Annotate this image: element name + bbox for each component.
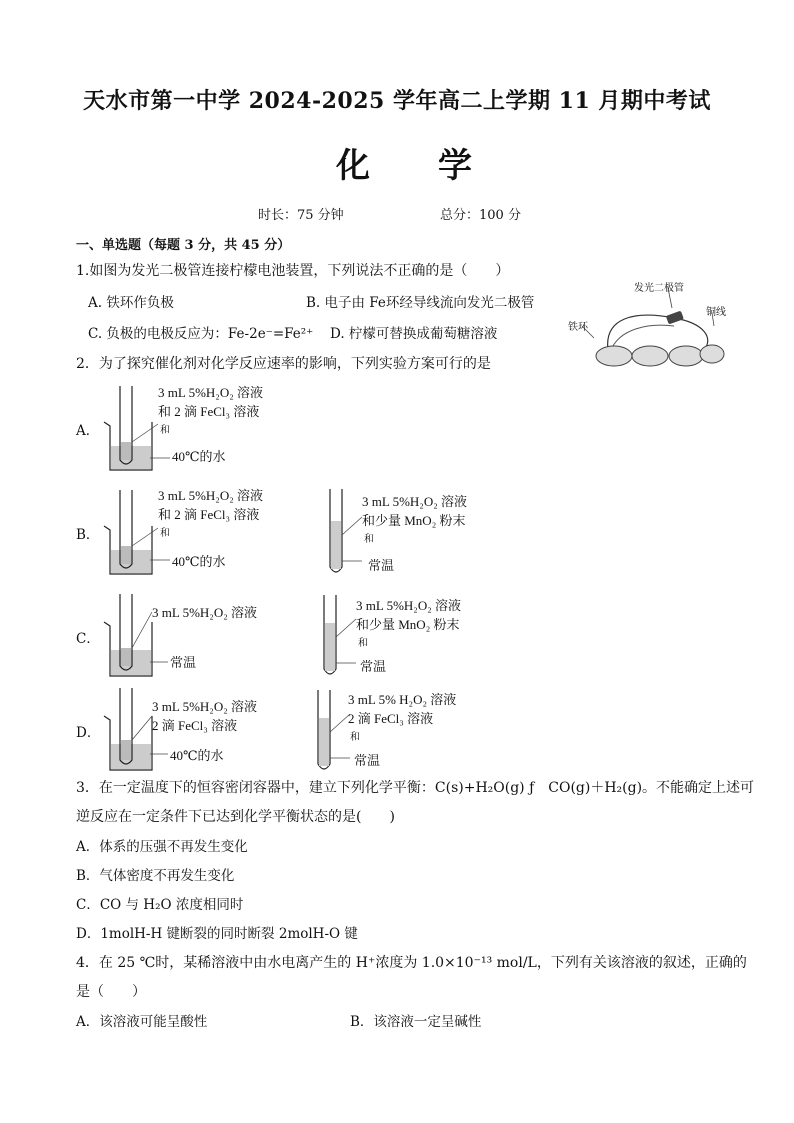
d2-label-1: 3 mL 5% H₂O₂ 溶液 (348, 692, 457, 707)
q1-option-b: B. 电子由 Fe环经导线流向发光二极管 (306, 295, 535, 311)
q4-stem-line1: 4．在 25 ℃时，某稀溶液中由水电离产生的 H⁺浓度为 1.0×10⁻¹³ mol/L，下列有关该溶液的叙述，正确的 (76, 955, 747, 971)
d1-label-3: 40℃的水 (170, 748, 224, 763)
q2-option-d-label: D． (76, 725, 101, 741)
b2-label-1: 3 mL 5%H₂O₂ 溶液 (362, 494, 467, 509)
fig-copper-label: 铜线 (706, 307, 726, 318)
b1-label-1: 3 mL 5%H₂O₂ 溶液 (158, 488, 263, 503)
q1-option-a: A. 铁环作负极 (88, 295, 174, 311)
fig-iron-label: 铁环 (568, 322, 588, 333)
c2-label-4: 常温 (360, 659, 387, 674)
b1-label-2: 和 2 滴 FeCl₃ 溶液 (158, 507, 260, 522)
b1-label-3: 和 (160, 528, 170, 539)
exam-title: 天水市第一中学 2024-2025 学年高二上学期 11 月期中考试 (83, 88, 711, 114)
q3-option-b: B．气体密度不再发生变化 (76, 868, 235, 884)
q2-option-c-label: C． (76, 631, 100, 647)
d1-label-1: 3 mL 5%H₂O₂ 溶液 (152, 699, 257, 714)
q3-stem-line1: 3．在一定温度下的恒容密闭容器中，建立下列化学平衡：C(s)+H₂O(g) ƒ CO(g)＋H₂(g)。不能确定上述可 (76, 780, 755, 796)
section-heading: 一、单选题（每题 3 分，共 45 分） (76, 238, 291, 253)
q4-option-a: A．该溶液可能呈酸性 (76, 1014, 208, 1030)
c1-label-1: 3 mL 5%H₂O₂ 溶液 (152, 605, 257, 620)
test-tube-d2 (312, 688, 342, 778)
q1-option-c: C. 负极的电极反应为：Fe-2e⁻=Fe²⁺ (88, 326, 314, 342)
test-tube-b2 (324, 487, 354, 577)
beaker-with-tube-a (102, 384, 162, 474)
beaker-with-tube-b1 (102, 488, 162, 578)
q3-option-d: D．1molH-H 键断裂的同时断裂 2molH-O 键 (76, 926, 358, 942)
q2-option-a-label: A． (76, 423, 100, 439)
c2-label-1: 3 mL 5%H₂O₂ 溶液 (356, 598, 461, 613)
c1-label-2: 常温 (170, 655, 197, 670)
q2-stem: 2．为了探究催化剂对化学反应速率的影响，下列实验方案可行的是 (76, 356, 491, 372)
c2-label-3: 和 (358, 638, 368, 649)
fig-led-label: 发光二极管 (634, 283, 684, 294)
d2-label-2: 2 滴 FeCl₃ 溶液 (348, 711, 434, 726)
d1-label-2: 2 滴 FeCl₃ 溶液 (152, 718, 238, 733)
b2-label-2: 和少量 MnO₂ 粉末 (362, 513, 466, 528)
a-label-1: 3 mL 5%H₂O₂ 溶液 (158, 385, 263, 400)
q3-option-a: A．体系的压强不再发生变化 (76, 839, 248, 855)
d2-label-3: 和 (350, 732, 360, 743)
b2-label-4: 常温 (368, 558, 395, 573)
q3-option-c: C．CO 与 H₂O 浓度相同时 (76, 897, 244, 913)
subject-char-1: 化 (336, 146, 370, 186)
q4-option-b: B．该溶液一定呈碱性 (350, 1014, 482, 1030)
c2-label-2: 和少量 MnO₂ 粉末 (356, 617, 460, 632)
q2-option-b-label: B． (76, 527, 100, 543)
q3-stem-line2: 逆反应在一定条件下已达到化学平衡状态的是( ) (76, 809, 395, 825)
b2-label-3: 和 (364, 534, 374, 545)
q1-option-d: D. 柠檬可替换成葡萄糖溶液 (330, 326, 498, 342)
test-tube-c2 (318, 593, 348, 683)
q1-stem: 1.如图为发光二极管连接柠檬电池装置，下列说法不正确的是（ ） (76, 263, 510, 279)
b1-label-4: 40℃的水 (172, 554, 226, 569)
d2-label-4: 常温 (354, 753, 381, 768)
exam-duration: 时长：75 分钟 (258, 208, 344, 223)
a-label-2: 和 2 滴 FeCl₃ 溶液 (158, 404, 260, 419)
a-label-3: 和 (160, 425, 170, 436)
exam-total-score: 总分：100 分 (440, 208, 521, 223)
subject-char-2: 学 (438, 146, 472, 186)
a-label-4: 40℃的水 (172, 449, 226, 464)
q4-stem-line2: 是（ ） (76, 984, 146, 1000)
